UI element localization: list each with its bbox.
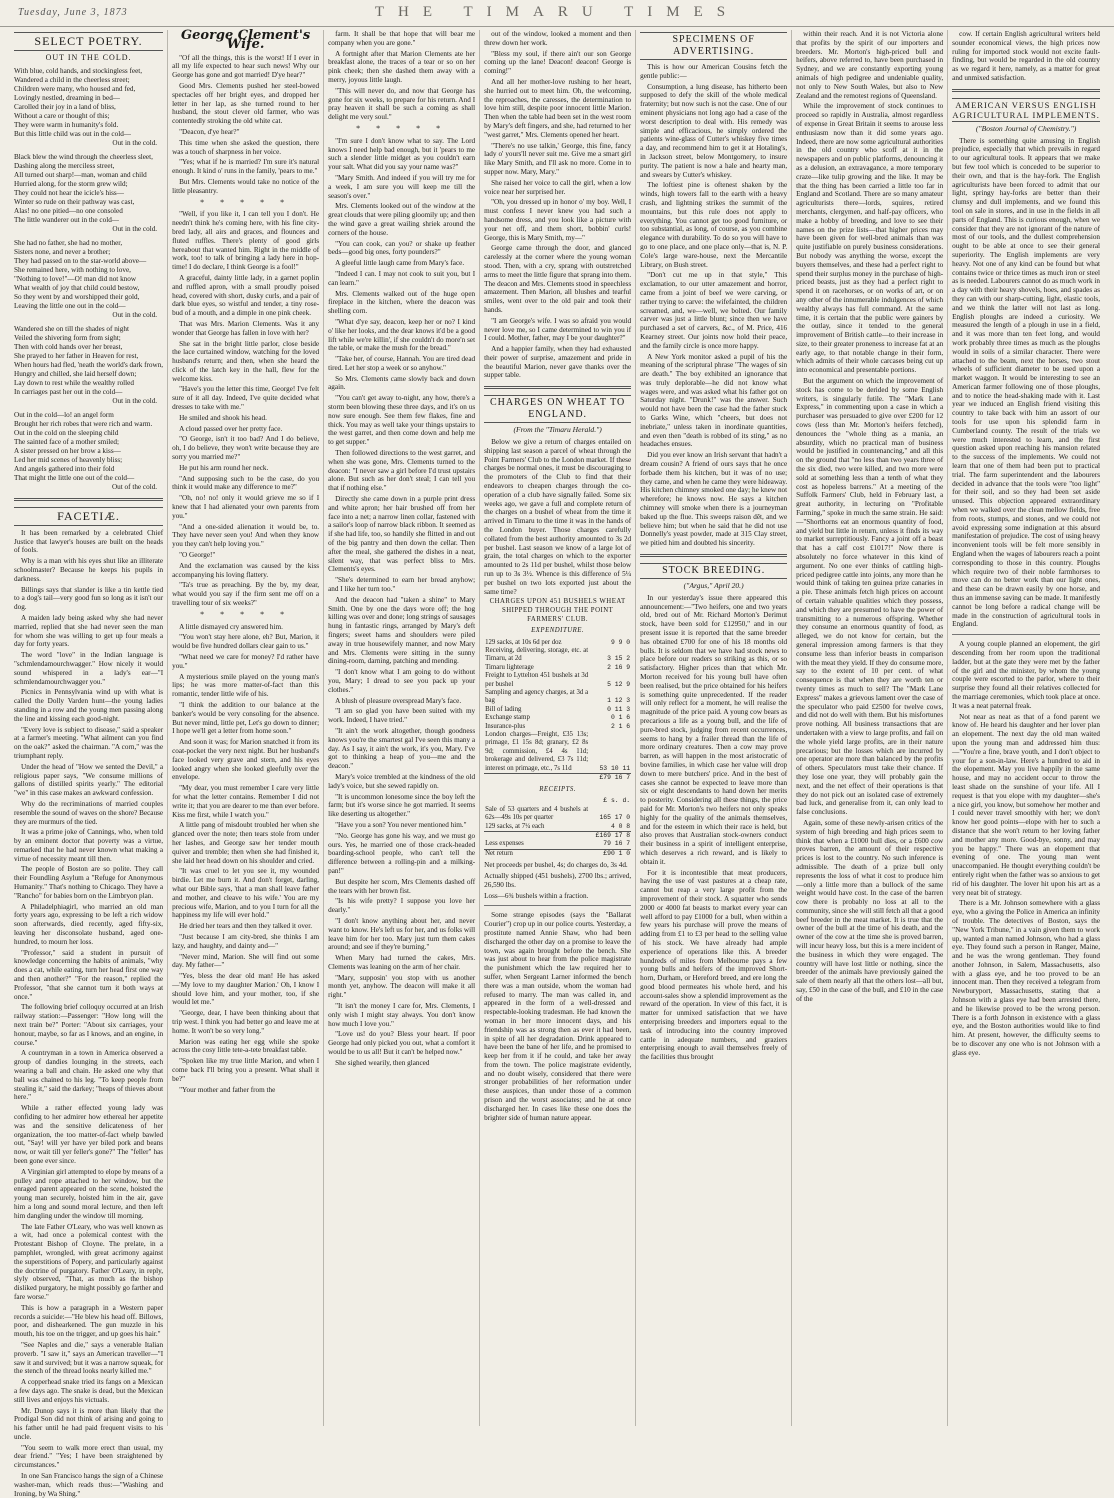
paragraph: In our yesterday's issue there appeared this announcement:—"Two heifers, one and two years old, bred out of Mr. Richard Morton's Derimut stock, have been sold for £12950," and in our present issue it is reported that the same breeder has obtained £700 for one of his 18 months old bulls. It is seldom that we have had stock news to place before our readers so striking as this, or so satisfactory. Higher prices than that which Mr. Morton received for his young bull have often been realised, but the price obtained for his heifers is something quite unprecedented. If the reader will only reflect for a moment, he will realise the magnitude of the price paid. A young cow bears as precarious a life as a young bull, and the life of pure-bred stock, judging from recent occurrences, seems to hang by a frailer thread than the life of more ordinary creatures. Then a cow may prove barren, as will happen in the most aristocratic of bovine families, in which case her value will drop down to mere butchers' price. And in the best of cases she cannot be expected to leave more than six or eight descendants to hand down her merits to posterity. Considering all these things, the price paid for Mr. Morton's two heifers not only speaks highly for the quality of the animals themselves, and for the esteem in which their race is held, but also proves that Australian stock-owners conduct their business in a spirit of intelligent enterprise, which deserves a rich reward, and is likely to obtain it. [640, 593, 788, 866]
paragraph: "Is his wife pretty? I suppose you love her dearly." [328, 897, 476, 915]
net-return-label: Net return [484, 849, 589, 858]
paragraph: He smiled and shook his head. [179, 413, 267, 422]
divider [952, 89, 1100, 92]
account-row [484, 689, 631, 706]
account-item: Receiving, delivering, storage, etc. at Timaru, at 2d [485, 647, 589, 663]
paragraph: Mrs. Clements walked out of the huge open fireplace in the kitchen, where the deacon was shelling corn. [328, 289, 476, 316]
paragraph: "It isn't the money I care for, Mrs. Clements, I only wish I might stay always. You don't know how much I love you." [328, 1002, 476, 1028]
poem-line: Led her mid scenes of heavenly bliss; [14, 455, 123, 464]
poem-line: Leaving the little one out in the cold— [14, 301, 126, 310]
poem-line: That might the little one out of the cold— [14, 473, 135, 482]
paragraph: "Oh, you dressed up in honor o' my boy. Well, I must confess I never knew you had such a handsome dress, and you look like a picture with your net off, and them short, bobbin' curls! George, this is Mary Smith, my—" [484, 198, 632, 242]
poem-line: All turned out sharp!—man, woman and child [14, 170, 147, 179]
paragraph: That was Mrs. Marion Clements. Was it any wonder that George has fallen in love with her? [172, 319, 320, 337]
account-item: Sampling and agency charges, at 3d a bag [485, 689, 589, 705]
section-break: * * * * * [200, 197, 292, 207]
paragraph: A countryman in a town in America observed a group of dandies lounging in the streets, each wearing a ball and chain. He asked one why that ball was chained to his leg. "To keep people from stealing it," said the darkey; "heaps of thieves about here." [14, 1049, 164, 1102]
paragraph: And soon it was; for Marion snatched it from its coat-pocket the very next night. But her husband's face looked very grave and stern, and his eyes looked angry when she looked gleefully over the envelope. [172, 738, 320, 782]
paragraph: "I don't know what I am going to do without you, Mary; I dread to see you pack up your clothes." [328, 668, 476, 694]
paragraph: Did you ever know an Irish servant that hadn't a dream cousin? A friend of ours says that he once forbade them his kitchen, but it was of no use; they came, and when he came they were hideaway. His kitchen chimney smoked one day; he knew not wherefore; he knows now. He says a kitchen chimney will smoke when there is a journeyman baked up the flue. This sweeps raison dêt, and we believe him; but when he said that he did not use Donnelly's yeast powder, made at 315 Clay street, we pitied him and doubted his sincerity. [640, 451, 788, 548]
poem-line: Out in the cold. [112, 310, 158, 319]
paragraph: "Well, if you like it, I can tell you I don't. He needn't think he's coming here, with his fine city-bred lady, all airs and graces, and flounces and fluted ruffles. There's plenty of good girls hereabout that wanted him. Right in the middle of work, too! to talk of bringing a lady here in hop-time! I do declare, I think George is a fool!" [172, 210, 320, 272]
paragraph: "Just because I am city-bred, she thinks I am lazy, and haughty, and dainty and—" [172, 932, 320, 950]
implements-body [952, 137, 1100, 630]
poem-line: So they went by and worshipped their gold, [14, 292, 140, 301]
poem-stanza [14, 67, 163, 148]
paragraph: A little pang of misdoubt troubled her when she glanced over the note; then tears stole from under her lashes, and George saw her tender mouth quiver and tremble; then when she had finished it, she laid her head down on his shoulder and cried. [172, 821, 320, 865]
account-row [484, 672, 631, 689]
paragraph: A gleeful little laugh came from Mary's face. [335, 259, 465, 268]
column-7 [948, 30, 1104, 1426]
receipts-currency-header: £ s. d. [603, 797, 631, 805]
paragraph: For it is incontestible that meat producers, having the use of vast pastures at a cheap rate, cannot but reap a very large profit from the improvement of their stock. A squatter who sends 2000 or 4000 fat beasts to market every year can well afford to pay £1000 for a bull, when within a few years his purchase will prove the means of adding from £1 to £3 per head to the selling value of his stock. We have already had ample experience of operations like this. A breeder hundreds of miles from Melbourne pays a few young bulls and heifers of the improved Short-horn, Durham, or Hereford breed, and ere long the good blood permeates his whole herd, and his account-sales show a splendid improvement as the reward of the operation. In view of this fact, it is matter for unmixed satisfaction that we have enterprising breeders and importers equal to the task of introducing into the country improved cattle in adequate numbers, and graziers enterprising enough to avail themselves freely of the facilities thus brought [640, 868, 788, 1062]
poem-line: Sisters none, and never a brother; [14, 247, 111, 256]
account-amount: 3 15 2 [607, 655, 631, 663]
paragraph: The word "love" in the Indian language is "schmlendamourchwagger." How nicely it would sound whispered in a lady's ear—"I schmlendamourchwagger you." [14, 651, 164, 686]
paragraph: But the argument on which the improvement of stock has come to be derided by some English writers, is singularly futile. The "Mark Lane Express," in commenting upon a case in which a purchaser was persuaded to give over £200 for 12 cows (less than Mr. Morton's heifers fetched), denounces the "whole thing as a mania, an absurdity, which no practical man of business would be justified in countenancing," and all this on the ground that "no less than two years three of the six died, two were killed, and two more were sold at something less than a tenth of what they cost as hopeless barrens." At a meeting of the Suffolk Farmers' Club, held in February last, a great authority, in lecturing on "Profitable Farming," spoke in much the same strain. He said:—"Shorthorns eat an enormous quantity of food, and yield but little in return, unless it finds its way to market surreptitiously. Fancy a joint off a beast that has a calf cost £1017!" Now there is absolutely no force whatever in this kind of argument. No one ever thinks of cattling high-priced pedigree cattle into joints, any more than he would think of taking ten guinea prize canaries in a pie. These animals fetch high prices on account of certain valuable qualities which they possess, and which they are presumed to have the power of transmitting to a numerous offspring. Whether they consume an enormous quantity of food, as alleged, we do not know for certain, but the general impression among farmers is that they consume less than inferior beasts in comparison with the meat they yield. If they do consume more, say to the extent of 10 per cent. of what consequence is that when they are worth ten or twenty times as much to sell? The "Mark Lane Express" makes a grievous lament over the case of the speculator who paid £2500 for twelve cows, and did not do well with them. But his misfortunes prove nothing. All business transactions that are undertaken with a view to large profits, and fail on the whole yield large profits, are in their nature precarious; but the losses which are incurred by one operator are more than balanced by the profits of others. Speculators must take their chance. If they lose one year, they will probably gain the next, and the net effect of their operations is that they do not pick out an isolated case of extremely bad luck, and generalise from it, can only lead to false conclusions. [796, 377, 944, 817]
poem [14, 67, 163, 492]
receipts-subtotal: £169 17 8 [589, 831, 631, 840]
paragraph: "No. George has gone his way, and we must go ours. Yes, he married one of those crack-headed boarding-school people, who can't tell the difference between a rolling-pin and a milking-pan!" [328, 831, 476, 875]
account-row [484, 806, 631, 823]
receipts-label: RECEIPTS. [539, 785, 577, 793]
poem-line: Out in the cold. [112, 396, 158, 405]
account-item: Insurance-plus [485, 722, 526, 730]
paragraph: Consumption, a lung disease, has hitherto been supposed to defy the skill of the whole medical fraternity; but now such is not the case. One of our eminent physicians not long ago had a case of the worst description to deal with. His remedy was simple and efficacious, he simply ordered the patients wine-glass of Cutter's whiskey five times a day, and recommend him to get it at Hotaling's, in Jackson street, below Montgomery, to insure purity. The patient is now a hale and hearty man, and swears by Cutter's whiskey. [640, 82, 788, 179]
implements-source: ("Boston Journal of Chemistry.") [975, 123, 1077, 133]
paragraph: Mrs. Clements looked out of the window at the great clouds that were piling gloomily up; and then the wind gave a great wailing shriek around the corners of the house. [328, 202, 476, 237]
poem-line: Black blew the wind through the cheerless sleet, [14, 152, 153, 161]
paragraph: "It was cruel to let you see it, my wounded birdie. Let me burn it. And don't forget, darling, what our Bible says, 'that a man shall leave father and mother, and cleave to his wife.' You are my precious wife, Marion, and to you I turn for all the happiness my life will ever hold." [172, 867, 320, 920]
account-item: London charges—Freight, £35 13s; primage, £1 15s 8d; granary, £2 8s 9d; commission, £4 4s 11d; brokerage and delivered, £3 7s 11d; interest on primage, etc., 7s 11d [485, 731, 589, 772]
facetiae-list [14, 529, 163, 1498]
expenditure-table [484, 639, 631, 783]
paragraph: Some strange episodes (says the "Ballarat Courier") crop up in our police courts. Yesterday, a prostitute named Annie Shaw, who had been discharged the other day on a promise to leave the town, was again brought before the bench. She was just about to hear from the police magistrate the punishment which the law required her to suffer, when Sergeant Larner informed the bench there was a man outside, whom the woman had refused to marry. The man was called in, and appeared in the form of a well-dressed and respectable-looking tradesman. He had known the woman in her more innocent days, and his friendship was as strong then as ever it had been, in spite of all her degradation. Drink appeared to have been the bane of her life, and he promised to keep her from it if he could, and take her away from the town. The police magistrate evidently, and no doubt wisely, considered that there were stronger probabilities of her reformation under these auspices, than under those of a common prison and the worst associates; and he at once discharged her. In cases like these one does the brighter side of human nature appear. [484, 911, 632, 1122]
account-amount: 2 16 9 [607, 663, 631, 671]
paragraph: The late Father O'Leary, who was well known as a wit, had once a polemical contest with the Protestant Bishop of Cloyne. The prelate, in a pamphlet, wrongled, with great acrimony against the superstitions of Popery, and particularly against the doctrine of purgatory. Father O'Leary, in reply, slyly observed, "That, as much as the bishop disliked purgatory, he might possibly go farther and fare worse." [14, 1222, 164, 1301]
facetiae-header: FACETIÆ. [14, 507, 163, 526]
account-row [484, 647, 631, 664]
paragraph: "I am George's wife. I was so afraid you would never love me, so I came determined to win you if I could. Mother, father, may I be your daughter?" [484, 316, 632, 343]
paragraph: While a rather effected young lady was confiding to her admirer how ethereal her appetite was and the sensitive delicateness of her organization, the too matter-of-fact whelp bawled out, "Say! will yer have yer biled pork and beans now, or wait till yer feller's gone?" The "feller" has been gone ever since. [14, 1104, 164, 1165]
paragraph: Why do the recriminations of married couples resemble the sound of waves on the shore? Because they are murmurs of the tied. [14, 799, 164, 826]
ads-header: SPECIMENS OF ADVERTISING. [640, 32, 787, 60]
paragraph: "Have you a son? You never mentioned him." [335, 820, 467, 829]
columns [10, 28, 1104, 1498]
poem-line: Out in the cold. [112, 224, 158, 233]
paragraph: within their reach. And it is not Victoria alone that profits by the spirit of our importers and breeders. Mr. Morton's high-priced bull and heifers, above referred to, have been purchased in Sydney, and we are constantly exporting young animals of high pedigree and undeniable quality, not only to New South Wales, but also to New Zealand and the remotest regions of Queensland. [796, 30, 944, 100]
paragraph: Mary's voice trembled at the kindness of the old lady's voice, but she sewed rapidly on. [328, 772, 476, 790]
paragraph: "It is uncommon lonesome since the boy left the farm; but it's worse since he got married. It seems like deserting us altogether." [328, 792, 476, 819]
paragraph: "What need we care for money? I'd rather have you." [172, 653, 320, 670]
poem-line: Veiled the shivering form from sight; [14, 333, 121, 342]
implements-header: AMERICAN VERSUS ENGLISH AGRICULTURAL IMPLEMENTS. [952, 99, 1100, 120]
paragraph: "Professor," said a student in pursuit of knowledge concerning the habits of animals, "why does a cat, while eating, turn her head first one way and then another?" "For the reason," replied the Professor, "that she cannot turn it both ways at once." [14, 948, 164, 1001]
paragraph: Not near as neat as that of a fond parent we know of. He heard his daughter and her lover plan an elopement. The next day the old man waited upon the young man and addressed him thus:—"You're a fine, brave youth, and I don't object to your for a son-in-law. Here's a hundred to aid in the elopement. May you live happily in the same house, and may no accident occur to throw the least shade on the sunshine of your life. All I request is that you elope with my daughter—she's a nice girl, you know, but somehow her mother and I could never travel smoothly with her; we don't know her good points—elope with her to such a distance that she won't return to her loving father and mother any more. Good-bye, sonny, and may you be happy." There was an elopement that evening of one. The young man went unaccompanied. He thought everything couldn't be entirely right when the father was so anxious to get rid of his daughter. The lover hit upon his art as a very neat bit of strategy. [952, 712, 1101, 897]
paragraph: It has been remarked by a celebrated Chief Justice that lawyer's houses are built on the heads of fools. [14, 528, 164, 555]
column-2 [168, 30, 324, 1426]
poem-stanza [14, 239, 163, 320]
court-episode [484, 911, 631, 1122]
paragraph: Actually shipped (451 bushels), 2700 lbs.; arrived, 26,590 lbs. [484, 871, 632, 889]
paragraph: "See Naples and die," says a venerable Italian proverb. "I saw it," says an American traveller—"I saw it and survived; but it was a narrow squeak, for the stench of the thread looks nearly killed me." [14, 1340, 164, 1376]
paragraph: Loss—6¾ bushels within a fraction. [484, 891, 589, 900]
charges-source: (From the "Timaru Herald.") [513, 425, 602, 435]
paragraph: Again, some of these newly-arisen critics of the system of high breeding and high prices seem to think that when a £1000 bull dies, or a £600 cow proves barren, the amount of their respective prices is lost to the country. No such inference is admissible. The death of a prize bull only represents the loss of what it cost to produce him—only a little more than a bullock of the same weight would have cost. In the case of the barren cow there is probably no loss at all to the community, since she will still fetch all that a good beef breeder in the meat market. It is true that the owner of the bull at the time of his death, and the owner of the cow at the time she is proved barren, will incur heavy loss, but this is a mere incident of the business in which they were engaged. The country will have lost little or nothing, since the breeder of the animals have previously gained the sale of them nearly all that the others lost—all but, say, £50 in the case of the bull, and £10 in the case of the [796, 818, 944, 1003]
stock-source: ("Argus," April 20.) [683, 581, 744, 591]
poem-line: Wandered a child in the cheerless street; [14, 75, 130, 84]
account-row [484, 639, 631, 647]
poem-line: But this little child was out in the cold— [14, 129, 131, 138]
paragraph: Marion was eating her egg while she spoke across the cosy little tete-a-tete breakfast table. [172, 1037, 320, 1055]
paragraph: "Your mother and father from the [179, 1085, 276, 1094]
paragraph: She sighed wearily, then glanced [335, 1058, 430, 1067]
paragraph: A New York monitor asked a pupil of his the meaning of the scriptural phrase "The wages of sin are death." The boy exhibited an ignorance that was truly deplorable—he did not know what wages were, and was asked what his father got on Saturday night. "Drunk!" was the answer. Such would not have been the case had the father stuck to Garks Wine, which "cheers, but does not inebriate," unless taken in inordinate quantities, and even then "death is robbed of its sting," as no headaches ensues. [640, 352, 788, 449]
receipts-table [484, 797, 631, 858]
paragraph: The people of Boston are so polite. They call their Foundling Asylum a "Refuge for Anonymous Humanity." That's nothing to Chicago. They have a "Rancho" for babies born on the Limbryon plan. [14, 865, 164, 900]
account-row [484, 723, 631, 731]
paragraph: out of the window, looked a moment and then threw down her work. [484, 30, 632, 47]
poem-line: Carolled their joy in a land of bliss, [14, 102, 116, 111]
poem-line: "Nothing to love!"—O! man did not know [14, 274, 137, 283]
paragraph: "Every love is subject to disease," said a speaker at a farmer's meeting. "What ailment can you find on the oak?" asked the chairman. "A corn," was the triumphant reply. [14, 725, 164, 760]
account-item: Timaru lighterage [485, 663, 534, 671]
paragraph: And all her mother-love rushing to her heart, she hurried out to meet him. Oh, the welcoming, the reproaches, the caresses, the determination to love him still, despite poor innocent little Marion. Then when the table had been set in the west room by Mary's deft fingers, and she, had returned to her "west garret," Mrs. Clements opened her heart. [484, 77, 632, 139]
paragraph: Picnics in Pennsylvania wind up with what is called the Dolly Varden hunt—the young ladies standing in a row and the young men passing along the line and kissing each good-night. [14, 688, 164, 723]
paragraph: Net proceeds per bushel, 4s; do charges do, 3s 4d. [484, 861, 628, 870]
paragraph: A fortnight after that Marion Clements ate her breakfast alone, the traces of a tear or so on her pink cheek; then she dashed them away with a merry, joyous little laugh. [328, 49, 476, 84]
paragraph: "Never mind, Marion. She will find out some day. My father—" [172, 952, 320, 970]
expenditure-total: £79 16 7 [589, 774, 631, 783]
poem-line: Then with cold hands over her breast, [14, 342, 123, 351]
paragraph: "O George, isn't it too bad? And I do believe, oh, I do believe, they won't write because they are sorry you married me?" [172, 435, 320, 462]
divider [952, 634, 1100, 635]
paragraph: "Yes, bless the dear old man! He has asked—'My love to my daughter Marion.' Oh, I know I should love him, and your mother, too, if she would let me." [172, 972, 320, 1007]
poem-line: Out in the cold—lo! an angel form [14, 410, 114, 419]
paragraph: This is how a paragraph in a Western paper records a suicide:—"He blew his head off. Billows, poor, and dishearkened. The gun muzzle in his mouth, his toe on the trigger, and up goes his hair." [14, 1303, 164, 1339]
paragraph: George came through the door, and glanced carelessly at the corner where the young woman stood. Then, with a cry, sprang with outstretched arms to meet the little figure that sprang into them. The deacon and Mrs. Clements stood in speechless amazement. Then Marion, all blushes and tearful smiles, went over to the old pair and took their hands. [484, 244, 632, 314]
paragraph: "George, dear, I have been thinking about that trip west. I think you had better go and leave me at home. It won't be so very long." [172, 1009, 320, 1035]
paragraph: "Love us! do you? Bless your heart. If poor George had only picked you out, what a comfort it would be to us all! But it can't be helped now." [328, 1030, 476, 1057]
account-amount: 5 12 9 [607, 680, 631, 688]
paragraph: She sat in the bright little parlor, close beside the lace curtained window, watching for the loved husband's return; and then, when she heard the click of the latch key in the hall, flew for the welcome kiss. [172, 339, 320, 383]
paragraph: "Deacon, d'ye hear?" [179, 127, 240, 136]
masthead-title: THE TIMARU TIMES [374, 4, 740, 20]
account-item: 129 sacks, at 7¼ each [485, 822, 545, 830]
paragraph: "What d'ye say, deacon, keep her or no? I kind o' like her looks, and the dear knows it'd be a good lift while we're killin', if she couldn't do more'n set the table, or make the mush for the bread." [328, 317, 476, 353]
paragraph: "Oh, no! no! only it would grieve me so if I knew that I had alienated your own parents from you." [172, 494, 320, 520]
poem-line: The little wanderer out in the cold— [14, 215, 119, 224]
ads-body [640, 63, 787, 548]
expenditure-label: EXPENDITURE. [531, 626, 585, 634]
account-amount: 53 10 11 [599, 764, 631, 772]
masthead [0, 0, 1114, 27]
story-title: George Clement's Wife. [181, 28, 311, 52]
elopement-body [952, 640, 1100, 1057]
paragraph: "Don't cut me up in that style," This exclamation, to our utter amazement and horror, came from a joint of beef we were carving, or rather trying to carve: the wifefainted, the children screamed, and, we—well, we bolted. Our family carver was just a little blunt; since then we have purchased a set of carvers, &c., of M. Price, 416 Kearney street. Our joints now hold their peace, and the family circle is once more happy. [640, 271, 788, 350]
column-5 [636, 30, 792, 1426]
paragraph: A graceful, dainty little lady, in a garnet poplin and ruffled apron, with a small proudly poised head, covered with short, dusky curls, and a pair of dark blue eyes, so wistful and tender, a tiny rose-bud of a mouth, and a dimple in one pink cheek. [172, 273, 320, 318]
paragraph: "You can cook, can you? or shake up feather beds—good big ones, forty pounders?" [328, 239, 476, 257]
poem-line: Without a care or thought of this; [14, 111, 110, 120]
masthead-date: Tuesday, June 3, 1873 [18, 7, 128, 18]
paragraph: This is how our American Cousins fetch the gentle public:— [640, 63, 788, 80]
divider [14, 498, 163, 501]
paragraph: A cloud passed over her pretty face. [179, 424, 283, 433]
stock-body-continued [796, 30, 943, 1004]
poem-line: Alas! no one pitied—no one consoled [14, 206, 123, 215]
paragraph: The loftiest pine is oftenest shaken by the winds, high towers fall to the earth with a heavy crash, and lightning strikes the summit of the mountains, but this rule does not apply to everything. You cannot get too good furniture, or too substantial, as long, of course, as you combine elegance with durability. To do so you will have to go to one place, and one place only—that is, N. P. Cole's large ware-house, next the Mercantile Library, on Bush street. [640, 181, 788, 269]
paragraph: cow. If certain English agricultural writers held sounder economical views, the high prices now ruling for imported stock would not excite fault-finding, but would be regarded in the old country as we regard it here, namely, as a matter for great and unmixed satisfaction. [952, 30, 1101, 82]
paragraph: When Mary had turned the cakes, Mrs. Clements was leaning on the arm of her chair. [328, 954, 476, 971]
section-break: * * * * * [200, 609, 292, 619]
account-amount: 4 0 8 [610, 822, 631, 830]
less-expenses: 79 16 7 [603, 840, 631, 848]
poem-line: Lay down to rest while the wealthy rolled [14, 378, 134, 387]
paragraph: "And a one-sided alienation it would be, to. They have never seen you! And when they know you they can't help loving you." [172, 522, 320, 549]
paragraph: "Of all the things, this is the worst! If I ever in all my life expected to hear such news! Why our George has gone and got married! D'ye hear?" [172, 53, 320, 80]
account-amount: 2 1 6 [610, 722, 631, 730]
paragraph: In one San Francisco hangs the sign of a Chinese washer-man, which reads thus:—"Washing and Ironing, by Wa Shing." [14, 1472, 164, 1498]
paragraph: "I am so glad you have been suited with my work. Indeed, I have tried." [328, 707, 476, 725]
paragraph: Directly she came down in a purple print dress and white apron; her hair brushed off from her face into a net; a narrow linen collar, fastened with a sailor's loop of narrow black ribbon. It seemed as if she had life, too, so handily she flitted in and out of the big pantry and then down the cellar. Then after the meal, she gathered the dishes in a neat, silent way, that was perfect bliss to Mrs. Clements's eyes. [328, 495, 476, 574]
account-row [484, 731, 631, 774]
paragraph: And a happier family, when they had exhausted their power of surprise, amazement and pride in the beautiful Marion, never gave thanks over the supper table. [484, 345, 632, 380]
story-body-part-3 [484, 30, 631, 380]
paragraph: "I think the addition to our balance at the banker's would be very consoling for the absence. But never mind, little pet, Let's go down to dinner; I hope we'll get a letter from home soon." [172, 700, 320, 736]
stock-header: STOCK BREEDING. [640, 563, 787, 579]
account-title: CHARGES UPON 451 BUSHELS WHEAT SHIPPED THROUGH THE POINT FARMERS' CLUB. [489, 598, 626, 624]
paragraph: He put his arm round her neck. [179, 463, 269, 472]
paragraph: "There's no use talkin,' George, this fine, fancy lady o' yours'll never suit me. Give me a smart girl like Mary Smith, and I'll ask no more. Come in to supper now. Mary, Mary." [484, 141, 632, 176]
paragraph: "Yes; what if he is married? I'm sure it's natural enough. It kind o' runs in the family, 'pears to me." [172, 158, 320, 176]
paragraph: "You won't stay here alone, eh? But, Marion, it would be five hundred dollars clear gain to us." [172, 633, 320, 651]
paragraph: "Bless my soul, if there ain't our son George coming up the lane! Deacon! deacon! George is coming!" [484, 49, 632, 76]
paragraph: "You seem to walk more erect than usual, my dear friend." "Yes; I have been straightened by circumstances." [14, 1443, 164, 1470]
paragraph: A Virginian girl attempted to elope by means of a pulley and rope attached to her window, but the enraged parent appeared on the scene, hoisted the young man securely, hoisted him in the air, gave him a long and sound moral lecture, and then left him dangling under the window till morning. [14, 1167, 164, 1220]
poem-line: Lovingly nestled, dreaming in bed— [14, 93, 120, 102]
poem-line: When hours had fled, 'neath the world's dark frown, [14, 360, 164, 369]
poem-line: The sainted face of a mother smiled; [14, 437, 119, 446]
paragraph: Billings says that slander is like a tin kettle tied to a dog's tail—very good fun so long as it isn't our dog. [14, 585, 164, 612]
poem-line: Out in the cold on the sleeping child [14, 428, 119, 437]
story-body-part-1 [172, 54, 319, 1095]
account-amount: 165 17 0 [599, 814, 631, 822]
poem-line: They could not hear the icicle's hiss— [14, 188, 124, 197]
paragraph: It was a prime joke of Cannings, who, when told by an eminent doctor that poverty was a virtue, remarked that he had never known what making a virtue of necessity meant till then. [14, 828, 164, 863]
paragraph: "Mary, supposin' you stop with us another month yet, anyhow. The deacon will make it all right." [328, 973, 476, 1000]
poem-stanza [14, 153, 163, 234]
paragraph: farm. It shall be that hope that will bear me company when you are gone." [328, 30, 476, 47]
poem-line: Hungry and chilled, she laid herself down; [14, 369, 137, 378]
poem-line: A sister pressed on her brow a kiss— [14, 446, 121, 455]
paragraph: A mysterious smile played on the young man's lips; he was more matter-of-fact than this romantic, tender little wife of his. [172, 672, 320, 699]
account-item: Exchange stamp [485, 714, 530, 722]
poem-stanza [14, 325, 163, 406]
paragraph: "I'm sure I don't know what to say. The Lord knows I need help bad enough, but it 'pears to me such a slender little midget as you couldn't earn your salt. What did you say your name was?" [328, 136, 476, 172]
paragraph: Good Mrs. Clements pushed her steel-bowed spectacles off her bright eyes, and dropped her letter in her lap, as she turned round to her husband, the stout clever old farmer, who was contentedly stroking the old white cat. [172, 81, 320, 126]
paragraph: "Spoken like my true little Marion, and when I come back I'll bring you a present. What shall it be?" [172, 1057, 320, 1083]
poem-line: She had no father, she had no mother, [14, 238, 123, 247]
paragraph: And the deacon had "taken a shine" to Mary Smith. One by one the days wore off; the hog killing was over and done; long strings of sausages hung in fantastic rings, arranged by Mary's deft fingers; sweet hams and shoulders were piled away in true housewifely manner, and now Mary and Mrs. Clements were sitting in the sunny dining-room, darning, patching and mending. [328, 595, 476, 666]
poem-stanza [14, 411, 163, 492]
poem-line: They had passed on to the star-world above— [14, 256, 147, 265]
divider [484, 386, 631, 389]
paragraph: A copperhead snake tried its fangs on a Mexican a few days ago. The snake is dead, but the Mexican still lives and enjoys his victuals. [14, 1378, 164, 1404]
poem-line: What wealth of joy that child could bestow, [14, 283, 140, 292]
column-6 [792, 30, 948, 1426]
net-return: £90 1 0 [589, 849, 631, 858]
account-row [484, 714, 631, 722]
paragraph: Mr. Dunop says it is more than likely that the Prodigal Son did not think of arising and going to his father until he had paid frequent visits to his uncle. [14, 1406, 164, 1441]
paragraph: While the improvement of stock continues to proceed so rapidly in Australia, almost regardless of expense in Great Britain it seems to arouse less enthusiasm now than it did some years ago. Indeed, there are now some agricultural authorities in the old country who scoff at it in the newspapers and on public platforms, denouncing it as a delusion, an extravagance, a more temporary craze—like tulip growing and the like. It may be that the thing has been carried a little too far in England and Scotland. There are so many amateur agriculturists there—lords, squires, retired merchants, clergymen, and half-pay officers, who make a hobby of breeding, and love to see their names on the prize lists—that higher prices may have been given for well-bred animals than was quite justifiable on purely business considerations. But nobody was anything the worse, except the buyers themselves, and these had a perfect right to spend their surplus money in the purchase of high-priced beasts, just as they had a perfect right to spend it on racehorses, or on works of art, or on any other of the innumerable indulgences of which wealthy always has full command. At the same time, it is certain that the public were gainers by the outlay, since it tended to the general improvement of British cattle—to their increase in size, to their greater proneness to increase fat at an early age, to that notable change in their form, which admits of their whole carcases being cut up into economical and presentable portions. [796, 102, 944, 375]
paragraph: "Take her, of course, Hannah. You are tired dead tired. Let her stop a week or so anyhow." [328, 355, 476, 372]
account-amount: 0 1 6 [610, 714, 631, 722]
account-notes [484, 861, 631, 900]
poem-line: She prayed to her father in Heaven for rest, [14, 351, 139, 360]
paragraph: Then followed directions to the west garret, and when she was gone, Mrs. Clements turned to the deacon: "I never saw a girl before I'd trust upstairs alone. But such as her don't steal; I can tell you that if nothing else." [328, 449, 476, 493]
stock-body-end [952, 30, 1100, 83]
paragraph: But Mrs. Clements would take no notice of the little pleasantry. [172, 177, 320, 195]
paragraph: Why is a man with his eyes shut like an illiterate schoolmaster? Because he keeps his pupils in darkness. [14, 557, 164, 583]
poem-line: Dashing along the merciless street, [14, 161, 115, 170]
charges-header: CHARGES ON WHEAT TO ENGLAND. [484, 395, 631, 423]
paragraph: "My dear, you must remember I care very little for what the letter contains. Remember I did not write it; that you are dearer to me than ever before. Kiss me first, while I watch you." [172, 784, 320, 819]
charges-intro [484, 438, 631, 596]
paragraph: "You can't get away to-night, any how, there's a storm been blowing these three days, and it's on us now sure enough. See them few flakes, fine and thick. You may as well take your things upstairs to the west garret, and then come down and help me to get supper." [328, 394, 476, 447]
paragraph: She raised her voice to call the girl, when a low voice near her surprised her. [484, 178, 632, 196]
poem-line: Brought her rich robes that were rich and warm. [14, 419, 153, 428]
paragraph: There is something quite amusing in English prejudice, especially that which prevails in regard to our agricultural tools. It appears that we make but few tool which is conceded to be superior to their own, and that is the hay-fork. The English agriculturists have been forced to admit that our light, springy hay-forks are better than their clumsy and dull implements, and we found this tool on sale in stores, and in use in the fields in all parts of England. This is curious enough, when we consider that they are not ignorant of the nature of most of our tools, and the dullest comprehension ought to be able at once to see their general superiority. The English implements are very heavy. Not one of any kind can be found but what contains twice or thrice times as much iron or steel as is needed. Labourers cannot do as much work in a day with their heavy shovels, hoes, and spades as they can with our sharp-cutting, light, elastic tools, and we think the latter will not last as long. English ploughs are indeed a curiosity. We measured the length of a plough in use in a field, and it was more than ten feet long, and would work probably three times as much as the ploughs would in soils of a similar character. There were attached to the beam, next the horses, two stout wheels of sufficient diameter to be used upon a market waggon. It would be interesting to see an American farmer following one of those ploughs, and to notice the head-shaking made with it. Last year we induced an English friend visiting this country to take back with him an assort of our tools for use upon his splendid farm in Cumberland county. The result of the trials we were much interested to learn, and the first question asked upon reaching his mansion related to the success of the implements. We could not learn that one of them had been put to practical trial. The farm superintendent and the labourers decided in advance that the tools were "too light" for their soil, and so they had been set aside unused. This objection appeared extraordinary when we walked over the clean mellow fields, free from roots, stumps, and stones, and we could not avoid expressing some indignation at this absurd manifestation of prejudice. The cost of using heavy inconvenient tools will be felt more sensibly in England when the wages of labourers reach a point corresponding to those in this country. Ploughs which require two of their noble farmhorses to move can do no better work than our light ones, and these can be drawn easily by one horse, and thus an immense saving can be made. It manifestly cannot be long before a radical change will be made in the construction of agricultural tools in England. [952, 136, 1101, 629]
paragraph: A little dismayed cry answered him. [179, 622, 283, 631]
poem-line: Hurried along, for the storm grew wild; [14, 179, 128, 188]
poem-line: Children were many, who housed and fed, [14, 84, 136, 93]
account-item: Bill of lading [485, 705, 522, 713]
paragraph: "And supposing such to be the case, do you think it would make any difference to me?" [172, 474, 320, 492]
paragraph: "It ain't the work altogether, though goodness knows you're the smartest gal I've seen this many a day. As I say, it ain't the work, it's you, Mary. I've got to thinking a heap of you—me and the deacon." [328, 726, 476, 771]
paragraph: "O George!" [179, 551, 216, 560]
story-body-part-2 [328, 30, 475, 1068]
paragraph: "Mary Smith. And indeed if you will try me for a week, I am sure you will keep me till the season's over." [328, 173, 476, 200]
poem-line: Out of the cold. [111, 482, 158, 491]
divider [640, 554, 787, 557]
paragraph: And the exclamation was caused by the kiss accompanying his loving flattery. [172, 561, 320, 579]
paragraph: A Philadelphiagirl, who married an old man forty years ago, expressing to be left a rich widow soon afterwards, died recently, aged fifty-six, leaving her disconsolate husband, aged one-hundred, to mourn her loss. [14, 902, 164, 946]
account-amount: 0 11 3 [607, 705, 631, 713]
account-item: Sale of 53 quarters and 4 bushels at 62s—49s 10s per quarter [485, 805, 589, 822]
paragraph: "This will never do, and now that George has gone for six weeks, to prepare for his return. And I pray heaven it shall be such a coming as shall delight me very soul." [328, 86, 476, 122]
paragraph: Below we give a return of charges entailed on shipping last season a parcel of wheat through the Point Farmers' Club to the London market. If these charges be normal ones, it must be discouraging to the promoters of the Club to find that their endeavors to cheapen charges through the co-operation of a club have signally failed. Some six weeks ago, we gave a full and complete return of the charges on a bushel of wheat from the time it arrived in Timaru to the time it was in the hands of the London buyer. Those charges carefully collated from the best authority amounted to 3s 2d per bushel. Last season we know of a large lot of grain, the total charges on which to the exporter amounted to 2s 11d per bushel, whilst those below run up to 3s 3½. Whence is this difference of 5¼ per bushel on two lots exported just about the same time? [484, 438, 632, 596]
account-amount: 9 9 0 [610, 638, 631, 646]
account-item: 129 sacks, at 10s 6d per doz [485, 638, 562, 646]
paragraph: A young couple planned an elopement, the girl descending from her room upon the traditional ladder, but at the gate they were met by the father of the girl and the minister, by whom the young couple were escorted to the parlor, where to their surprise they found all their relatives collected for the marriage ceremonies, which took place at once. It was a neat paternal freak. [952, 640, 1101, 710]
account-row [484, 706, 631, 714]
column-3 [324, 30, 480, 1426]
poem-line: Wandered she on till the shades of night [14, 324, 129, 333]
account-item: Freight to Lyttelton 451 bushels at 3d per bushel [485, 672, 589, 688]
account-row [484, 823, 631, 832]
column-1 [10, 30, 168, 1498]
paragraph: "Ta's true as preaching. By the by, my dear, what would you say if the firm sent me off on a travelling tour of six weeks?" [172, 581, 320, 608]
poem-title: OUT IN THE COLD. [45, 53, 132, 62]
stock-body [640, 594, 787, 1062]
less-expenses-label: Less expenses [485, 840, 524, 848]
poetry-header: SELECT POETRY. [14, 32, 163, 51]
paragraph: So Mrs. Clements came slowly back and down again. [328, 374, 476, 392]
paragraph: He dried her tears and then they talked it over. [179, 922, 313, 931]
paragraph: A blush of pleasure overspread Mary's face. [335, 696, 462, 705]
paragraph: "I don't know anything about her, and never want to know. He's left us for her, and us folks will leave him for her too. Mary just turn them cakes around; and see if they're burning." [328, 916, 476, 952]
paragraph: Under the head of "How we sented the Devil," a religious paper says, "We consume millions of gallons of distilled spirits yearly." The editorial "we" in this case makes an awkward confession. [14, 762, 164, 798]
paragraph: "Indeed I can. I may not cook to suit you, but I can learn." [328, 269, 476, 287]
section-break: * * * * * [356, 123, 448, 133]
paragraph: "She's determined to earn her bread anyhow; and I like her turn too." [328, 576, 476, 594]
poem-line: They were warm in humanity's fold. [14, 120, 119, 129]
poem-line: Out in the cold. [112, 138, 158, 147]
poem-line: In carriages past her out in the cold— [14, 387, 123, 396]
poem-line: Winter so rude on their pathway was cast, [14, 197, 135, 206]
divider [484, 905, 631, 906]
paragraph: There is a Mr. Johnson somewhere with a glass eye, who a giving the Police in America an infinity of trouble. The detectives of Boston, says the "New York Tribune," in a vain given them to work up, wanted a man named Johnson, who had a glass eye. They found such a person in Ranger, Maine, and he was the wrong gentleman. They found another Johnson, in Salem, Massachusetts, also with a glass eye, and he too proved to be an innocent man. Then they received a telegram from Newburyport, Massachusetts, stating that a Johnson with a glass eye had been arrested there, and he likewise proved to be the wrong person. There is a forth Johnson in existence with a glass eye, and the Boston authorities would like to find him. At present, however, the difficulty seems to be to discover any one who is not Johnson with a glass eye. [952, 899, 1101, 1057]
account-amount: 1 12 3 [607, 697, 631, 705]
paragraph: The following brief colloquy occurred at an Irish railway station:—Passenger: "How long will the next train be?" Porter: "About six carriages, your honour, maybe, so far as I knows, and an engine, in course." [14, 1003, 164, 1047]
paragraph: This time when she asked the question, there was a touch of sharpness in her voice. [172, 138, 320, 156]
paragraph: But despite her scorn, Mrs Clements dashed off the tears with her brown fist. [328, 877, 476, 895]
poem-line: With blue, cold hands, and stockingless feet, [14, 66, 143, 75]
account-row [484, 664, 631, 672]
paragraph: "Have's you the letter this time, George! I've felt sure of it all day. Indeed, I've quite decided what dresses to take with me." [172, 385, 320, 412]
paragraph: A maiden lady being asked why she had never married, replied that she had never seen the man for whom she was willing to get up four meals a day for forty years. [14, 613, 164, 649]
poem-line: And angels gathered into their fold [14, 464, 115, 473]
column-4 [480, 30, 636, 1426]
poem-line: She remained here, with nothing to love, [14, 265, 131, 274]
